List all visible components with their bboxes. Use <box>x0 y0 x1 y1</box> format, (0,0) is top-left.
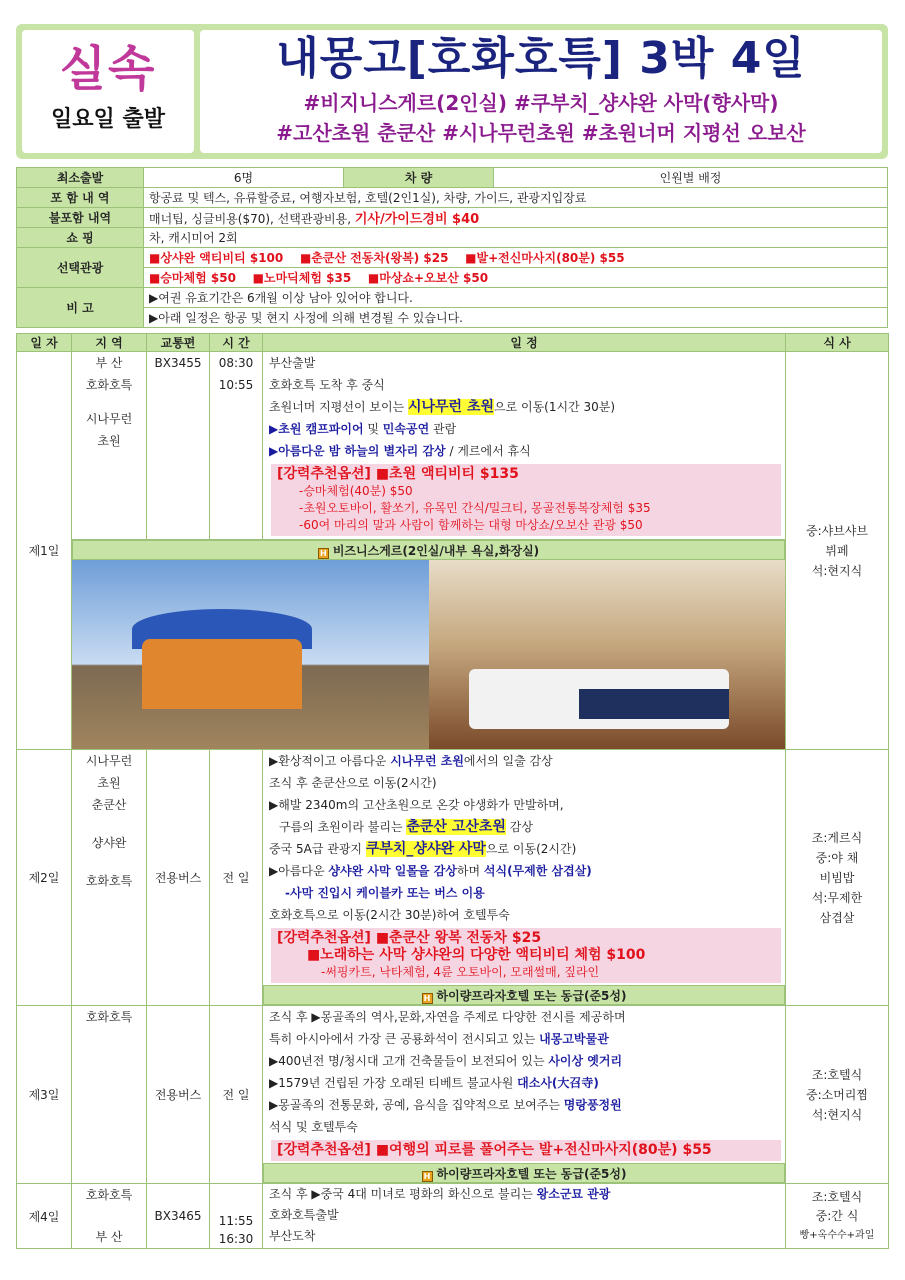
day4-flight: BX3465 <box>147 1184 210 1249</box>
day1-line-4a: ▶초원 캠프파이어 <box>269 422 364 436</box>
day2-line-5b: 쿠부치_샹샤완 사막 <box>365 841 486 857</box>
day3-line-5 <box>269 1094 785 1116</box>
day2-label: 제2일 <box>17 750 72 1006</box>
day2-row <box>17 750 889 1006</box>
day2-option-1: ■노래하는 사막 샹샤완의 다양한 액티비티 체험 $100 <box>307 947 646 963</box>
day2-option-head: [강력추천옵션] ■춘쿤산 왕복 전동차 $25 <box>277 930 542 946</box>
day1-line-2: 호화호특 도착 후 중식 <box>269 378 385 392</box>
day1-region <box>72 352 147 540</box>
day1-option-box <box>271 464 781 536</box>
day2-line-4c: 감상 <box>505 820 533 834</box>
day2-line-6c: 하며 <box>456 864 484 878</box>
schedule-table <box>16 333 889 1249</box>
day2-region-1: 시나무런 <box>85 754 133 768</box>
col-meal: 식 사 <box>786 334 889 352</box>
day1-row <box>17 352 889 540</box>
min-value: 6명 <box>144 168 344 188</box>
opt-label: 선택관광 <box>17 248 144 288</box>
day2-line-1c: 에서의 일출 감상 <box>463 754 553 768</box>
day4-line-1b: 왕소군묘 관광 <box>536 1187 611 1201</box>
day2-hotel <box>263 985 785 1005</box>
col-day: 일 자 <box>17 334 72 352</box>
departure-day: 일요일 출발 <box>51 107 165 132</box>
hotel-icon: H <box>422 1171 433 1182</box>
day4-label: 제4일 <box>17 1184 72 1249</box>
day3-line-4b: 대소사(大召寺) <box>517 1076 599 1090</box>
day4-region-1: 호화호특 <box>85 1188 133 1202</box>
opt-2: ■춘쿤산 전동차(왕복) $25 <box>299 251 449 265</box>
day1-time-2: 10:55 <box>218 378 254 392</box>
day1-meal-2: 뷔페 <box>825 543 849 558</box>
hotel-icon: H <box>318 548 329 559</box>
day1-label: 제1일 <box>17 352 72 750</box>
day4-region-2: 부 산 <box>95 1230 123 1244</box>
day4-meals <box>786 1184 889 1249</box>
schedule-header <box>17 334 889 352</box>
day2-line-5a: 중국 5A급 관광지 <box>269 842 366 856</box>
min-label: 최소출발 <box>17 168 144 188</box>
info-table <box>16 167 888 328</box>
day3-line-1: 조식 후 ▶몽골족의 역사,문화,자연을 주제로 다양한 전시를 제공하며 <box>269 1010 626 1024</box>
note-2: ▶아래 일정은 항공 및 현지 사정에 의해 변경될 수 있습니다. <box>144 308 888 328</box>
day2-line-1b: 시나무런 초원 <box>390 754 464 768</box>
day2-meal-1: 조:게르식 <box>811 830 863 845</box>
day4-time-2: 16:30 <box>218 1232 254 1246</box>
day1-hotel-label: 비즈니스게르(2인실/내부 욕실,화장실) <box>332 544 540 558</box>
day2-time: 전 일 <box>210 750 263 1006</box>
day1-line-5 <box>269 440 785 462</box>
day3-line-5a: ▶몽골족의 전통문화, 공예, 음식을 집약적으로 보여주는 <box>269 1098 564 1112</box>
day1-times <box>210 352 263 540</box>
day4-line-1a: 조식 후 ▶중국 4대 미녀로 평화의 화신으로 불리는 <box>269 1187 537 1201</box>
day3-row <box>17 1006 889 1184</box>
day3-line-2 <box>269 1028 785 1050</box>
day3-line-6: 석식 및 호텔투숙 <box>269 1120 358 1134</box>
day1-option-2: -초원오토바이, 활쏘기, 유목민 간식/밀크티, 몽골전통복장체험 $35 <box>299 501 651 515</box>
car-value: 인원별 배정 <box>494 168 888 188</box>
day2-line-6d: 석식(무제한 삼겹살) <box>483 864 592 878</box>
note-1: ▶여권 유효기간은 6개월 이상 남아 있어야 합니다. <box>144 288 888 308</box>
day1-line-5b: / 게르에서 휴식 <box>445 444 531 458</box>
day1-line-3c: 으로 이동(1시간 30분) <box>494 400 616 414</box>
day3-meal-1: 조:호텔식 <box>811 1067 863 1082</box>
day2-line-5 <box>269 838 785 860</box>
day2-line-7: -사막 진입시 케이블카 또는 버스 이용 <box>285 886 485 900</box>
day2-line-4 <box>269 816 785 838</box>
day2-line-4b: 춘쿤산 고산초원 <box>406 819 506 835</box>
day1-photos <box>72 560 785 749</box>
day2-region-4: 샹샤완 <box>91 836 127 850</box>
day2-transport: 전용버스 <box>147 750 210 1006</box>
day1-flight: BX3455 <box>147 352 210 540</box>
day1-line-5a: ▶아름다운 밤 하늘의 별자리 감상 <box>269 444 446 458</box>
day3-line-3b: 사이상 옛거리 <box>548 1054 623 1068</box>
header-banner <box>16 24 888 159</box>
day4-itinerary <box>263 1184 786 1249</box>
day1-region-1: 부 산 <box>95 356 123 370</box>
day2-line-6 <box>269 860 785 882</box>
day3-label: 제3일 <box>17 1006 72 1184</box>
day1-meals <box>786 352 889 750</box>
day4-line-3: 부산도착 <box>269 1229 316 1243</box>
day2-meal-3: 비빔밥 <box>819 870 855 885</box>
col-time: 시 간 <box>210 334 263 352</box>
excl-label: 불포함 내역 <box>17 208 144 228</box>
day2-line-4a: 구름의 초원이라 불리는 <box>279 820 407 834</box>
day3-hotel <box>263 1163 785 1183</box>
product-badge: 실속 <box>59 41 157 97</box>
page-title: 내몽고[호화호특] 3박 4일 <box>276 33 806 84</box>
day2-option-2: -써핑카트, 낙타체험, 4륜 오토바이, 모래썰매, 짚라인 <box>321 965 600 979</box>
day2-option-box <box>271 928 781 983</box>
col-transport: 교통편 <box>147 334 210 352</box>
day4-row <box>17 1184 889 1249</box>
day1-line-4 <box>269 418 785 440</box>
day2-line-5c: 으로 이동(2시간) <box>485 842 577 856</box>
excl-cell <box>144 208 888 228</box>
day2-line-1a: ▶환상적이고 아름다운 <box>269 754 391 768</box>
ger-interior-photo <box>429 560 786 749</box>
opt-1: ■상샤완 액티비티 $100 <box>149 251 284 265</box>
day3-option-box <box>271 1140 781 1161</box>
day3-line-5b: 명랑풍정원 <box>563 1098 622 1112</box>
incl-value: 항공료 및 텍스, 유류할증료, 여행자보험, 호텔(2인1실), 차량, 가이드, 관광지입장료 <box>144 188 888 208</box>
day3-hotel-label: 하이량프라자호텔 또는 동급(준5성) <box>436 1167 627 1181</box>
excl-red: 기사/가이드경비 $40 <box>354 212 480 227</box>
col-itinerary: 일 정 <box>263 334 786 352</box>
day1-line-3 <box>269 396 785 418</box>
day2-region-3: 춘쿤산 <box>91 798 127 812</box>
incl-label: 포 함 내 역 <box>17 188 144 208</box>
day1-photo-row <box>17 540 889 750</box>
day1-line-3b: 시나무런 초원 <box>407 399 494 415</box>
day1-time-1: 08:30 <box>218 356 254 370</box>
opt-6: ■마상쇼+오보산 $50 <box>367 271 489 285</box>
day3-meal-3: 석:현지식 <box>811 1107 863 1122</box>
day2-hotel-label: 하이량프라자호텔 또는 동급(준5성) <box>436 989 627 1003</box>
day1-line-4b: 및 <box>363 422 383 436</box>
day2-line-2: 조식 후 춘쿤산으로 이동(2시간) <box>269 776 437 790</box>
day1-meal-3: 석:현지식 <box>811 563 863 578</box>
day1-line-4c: 민속공연 <box>382 422 430 436</box>
shop-label: 쇼 핑 <box>17 228 144 248</box>
day3-option-head: [강력추천옵션] ■여행의 피로를 풀어주는 발+전신마사지(80분) $55 <box>277 1142 712 1158</box>
day4-line-1 <box>269 1184 785 1205</box>
day2-meal-2: 중:야 채 <box>815 850 859 865</box>
day3-line-3a: ▶400년전 명/청시대 고개 건축물들이 보전되어 있는 <box>269 1054 549 1068</box>
day3-itinerary <box>263 1006 786 1184</box>
ger-exterior-photo <box>72 560 429 749</box>
day1-option-head: [강력추천옵션] ■초원 액티비티 $135 <box>277 466 519 482</box>
day1-option-1: -승마체험(40분) $50 <box>299 484 413 498</box>
hotel-icon: H <box>422 993 433 1004</box>
hashtags-line-2: #고산초원 춘쿤산 #시나무런초원 #초원너머 지평선 오보산 <box>276 121 806 145</box>
opt-5: ■노마딕체험 $35 <box>252 271 352 285</box>
day2-line-6b: 샹샤완 사막 일몰을 감상 <box>328 864 457 878</box>
day4-line-2: 호화호특출발 <box>269 1208 339 1222</box>
day1-region-4: 초원 <box>97 434 121 448</box>
day2-line-8: 호화호특으로 이동(2시간 30분)하여 호텔투숙 <box>269 908 510 922</box>
day2-region-5: 호화호특 <box>85 874 133 888</box>
day4-meal-3: 빵+옥수수+과일 <box>799 1229 875 1241</box>
day2-region <box>72 750 147 1006</box>
header-title-box <box>200 30 882 153</box>
day3-line-2b: 내몽고박물관 <box>539 1032 609 1046</box>
day3-line-3 <box>269 1050 785 1072</box>
day2-meals <box>786 750 889 1006</box>
day1-region-3: 시나무런 <box>85 412 133 426</box>
opt-3: ■발+전신마사지(80분) $55 <box>465 251 625 265</box>
day4-region <box>72 1184 147 1249</box>
day3-line-4 <box>269 1072 785 1094</box>
day2-line-6a: ▶아름다운 <box>269 864 329 878</box>
day1-photo-cell <box>72 540 786 750</box>
opt-4: ■승마체험 $50 <box>149 271 236 285</box>
day1-line-3a: 초원너머 지평선이 보이는 <box>269 400 408 414</box>
hashtags-line-1: #비지니스게르(2인실) #쿠부치_샹샤완 사막(향사막) <box>303 91 779 115</box>
day3-meal-2: 중:소머리찜 <box>805 1087 868 1102</box>
header-badge-box <box>22 30 194 153</box>
day3-line-2a: 특히 아시아에서 가장 큰 공룡화석이 전시되고 있는 <box>269 1032 540 1046</box>
day3-meals <box>786 1006 889 1184</box>
day1-line-1: 부산출발 <box>269 356 316 370</box>
note-label: 비 고 <box>17 288 144 328</box>
day1-hotel <box>72 540 785 560</box>
day4-time-1: 11:55 <box>218 1214 254 1228</box>
day2-itinerary <box>263 750 786 1006</box>
shop-value: 차, 캐시미어 2회 <box>144 228 888 248</box>
day3-line-4a: ▶1579년 건립된 가장 오래된 티베트 불교사원 <box>269 1076 518 1090</box>
excl-value: 매너팁, 싱글비용($70), 선택관광비용, <box>149 212 352 226</box>
car-label: 차 량 <box>344 168 494 188</box>
day1-line-4d: 관람 <box>429 422 457 436</box>
day2-meal-4: 석:무제한 <box>811 890 863 905</box>
opt-row-1 <box>144 248 888 268</box>
opt-row-2 <box>144 268 888 288</box>
day4-meal-1: 조:호텔식 <box>811 1189 863 1204</box>
day1-option-3: -60여 마리의 말과 사람이 함께하는 대형 마상쇼/오보산 관광 $50 <box>299 518 643 532</box>
day3-region: 호화호특 <box>72 1006 147 1184</box>
day2-line-3: ▶해발 2340m의 고산초원으로 온갖 야생화가 만발하며, <box>269 798 564 812</box>
day2-line-1 <box>269 750 785 772</box>
day2-meal-5: 삼겹살 <box>819 910 855 925</box>
day1-itinerary <box>263 352 786 540</box>
day1-meal-1: 중:샤브샤브 <box>805 523 868 538</box>
day4-times <box>210 1184 263 1249</box>
day3-time: 전 일 <box>210 1006 263 1184</box>
col-region: 지 역 <box>72 334 147 352</box>
day4-meal-2: 중:간 식 <box>815 1208 859 1223</box>
day3-transport: 전용버스 <box>147 1006 210 1184</box>
day2-region-2: 초원 <box>97 776 121 790</box>
day1-region-2: 호화호특 <box>85 378 133 392</box>
